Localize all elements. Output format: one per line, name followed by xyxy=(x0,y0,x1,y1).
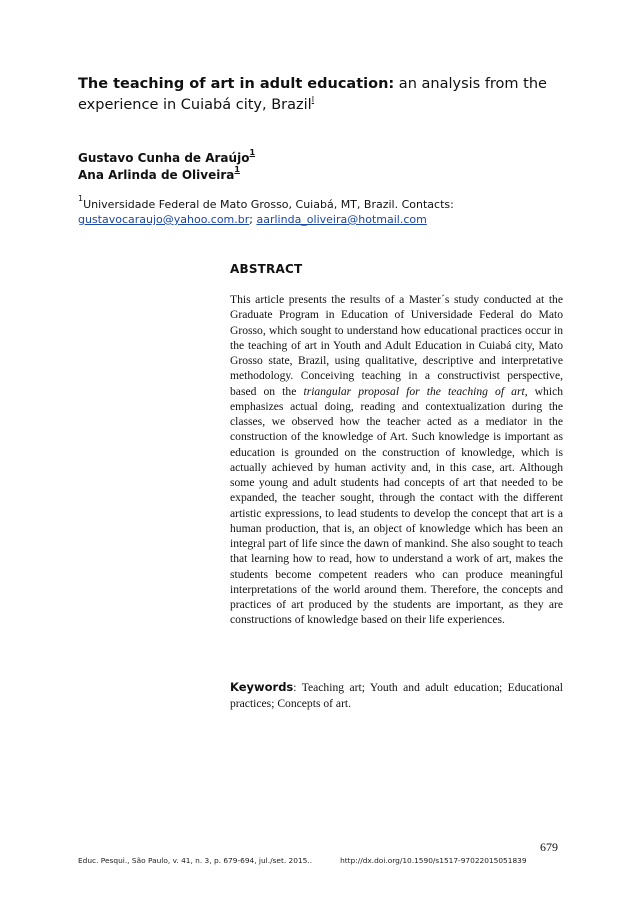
title-rest: an analysis from the experience in Cuiabá city, Brazil xyxy=(78,76,547,113)
contact-emails xyxy=(78,212,578,227)
email-link-1[interactable]: gustavocaraujo@yahoo.com.br xyxy=(78,213,250,226)
author-name: Ana Arlinda de Oliveira xyxy=(78,168,235,182)
abstract-text xyxy=(230,292,563,628)
footer-doi[interactable]: http://dx.doi.org/10.1590/s1517-97022015051839 xyxy=(340,856,527,865)
footer-citation: Educ. Pesqui., São Paulo, v. 41, n. 3, p. 679-694, jul./set. 2015.. xyxy=(78,856,313,865)
author-affiliation-ref[interactable]: 1 xyxy=(234,165,240,174)
page-footer xyxy=(78,856,568,865)
article-title xyxy=(78,74,568,116)
title-bold-part: The teaching of art in adult education: xyxy=(78,76,395,92)
page-number: 679 xyxy=(540,840,558,854)
abstract-part-2: , which emphasizes actual doing, reading and contextualization during the classes, we observed how the teacher acted as a mediator in the construction of the knowledge of Art. Such knowledge is important as education is grounded on the construction of knowledge, which is actually achieved by human activity and, in this case, art. Although some young and adult students had concepts of art that needed to be expanded, the teacher sought, through the contact with the different artistic expressions, to lead students to develop the concept that art is a human production, that is, an object of knowledge which has been an integral part of life since the dawn of mankind. She also sought to teach that learning how to read, how to understand a work of art, makes the students become competent readers who can produce meaningful interpretations of the world around them. Therefore, the concepts and practices of art produced by the students are important, as they are constructions of knowledge based on their life experiences. xyxy=(230,384,564,627)
abstract-italic-term: triangular proposal for the teaching of art xyxy=(303,384,525,398)
abstract-part-1: This article presents the results of a Master´s study conducted at the Graduate Program in Education of Universidade Federal do Mato Grosso, which sought to understand how educational practices occur in the teaching of art in Youth and Adult Education in Cuiabá city, Mato Grosso state, Brazil, using qualitative, descriptive and interpretative methodology. Conceiving teaching in a constructivist perspective, based on the xyxy=(230,293,563,398)
keywords xyxy=(230,680,563,711)
author-2 xyxy=(78,167,568,184)
affiliation-text: Universidade Federal de Mato Grosso, Cuiabá, MT, Brazil. Contacts: xyxy=(83,198,454,211)
keywords-label: Keywords xyxy=(230,680,294,694)
email-separator: ; xyxy=(249,213,253,226)
author-affiliation-ref[interactable]: 1 xyxy=(249,148,256,157)
author-1 xyxy=(78,150,568,167)
keywords-text: : Teaching art; Youth and adult education; Educational practices; Concepts of art. xyxy=(230,681,563,710)
affiliation xyxy=(78,194,578,227)
title-footnote-ref[interactable]: I xyxy=(311,95,315,104)
affiliation-ref: 1 xyxy=(78,194,84,203)
affiliation-line xyxy=(78,194,578,212)
email-link-2[interactable]: aarlinda_oliveira@hotmail.com xyxy=(256,213,427,226)
author-list xyxy=(78,150,568,184)
author-name: Gustavo Cunha de Araújo xyxy=(78,151,250,165)
abstract-heading: ABSTRACT xyxy=(230,262,303,276)
